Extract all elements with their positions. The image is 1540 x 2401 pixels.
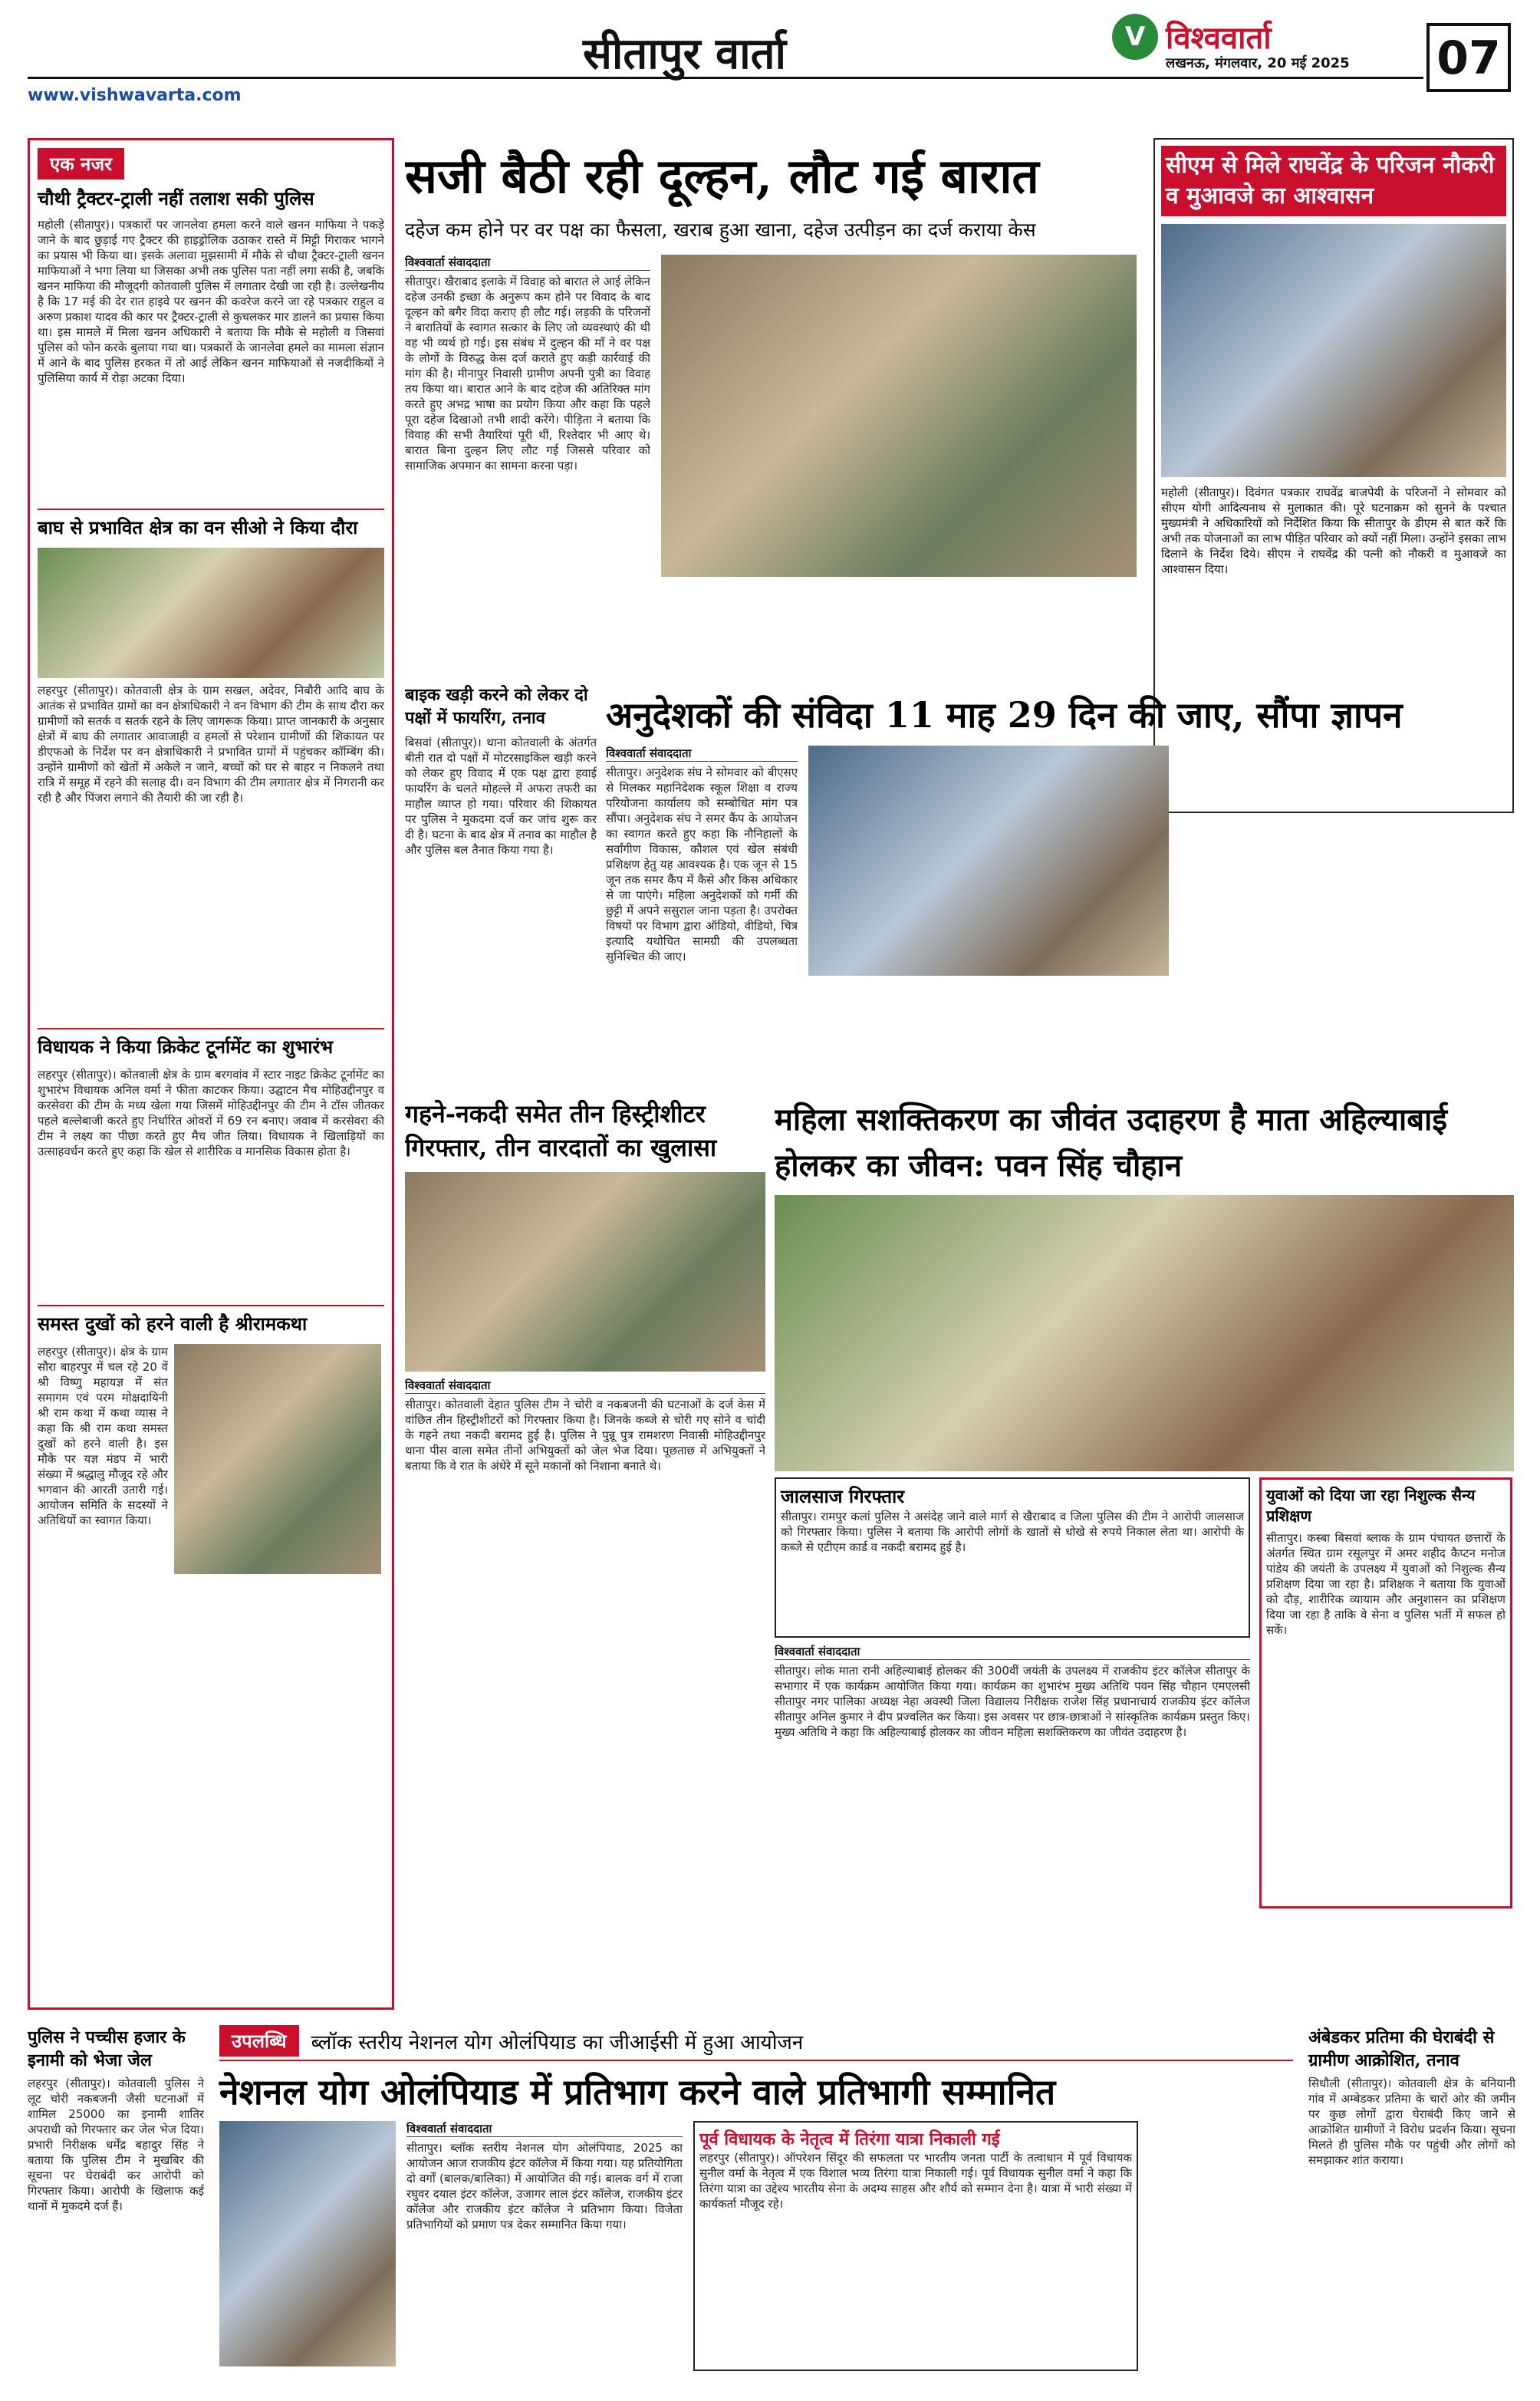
photo-memorandum — [808, 746, 1169, 976]
story-headline: समस्त दुखों को हरने वाली है श्रीरामकथा — [38, 1305, 384, 1336]
youth-training-box — [1259, 1477, 1512, 1909]
photo-forest-officer — [38, 548, 384, 678]
website-link[interactable]: www.vishwavarta.com — [28, 86, 242, 105]
ahilya-story — [775, 1097, 1514, 1987]
story-headline: अनुदेशकों की संविदा 11 माह 29 दिन की जाए, सौंपा ज्ञापन — [606, 694, 1403, 736]
byline: विश्ववार्ता संवाददाता — [405, 255, 650, 271]
firing-story — [405, 683, 597, 1082]
story-body: सीतापुर। कस्बा बिसवां ब्लाक के ग्राम पंचायत छत्तारों के अंतर्गत स्थित ग्राम रसूलपुर में अमर शहीद कैप्टन मनोज पांडेय की जयंती के उपलक्ष्य में युवाओं को निशुल्क सैन्य प्रशिक्षण दिया जा रहा है। प्रशिक्षक ने बताया कि युवाओं को दौड़, शारीरिक व्यायाम और अनुशासन का प्रशिक्षण दिया जा रहा है ताकि वे सेना व पुलिस भर्ती में सफल हो सकें। — [1266, 1531, 1505, 1637]
fraud-box — [775, 1477, 1250, 1638]
byline: विश्ववार्ता संवाददाता — [775, 1644, 1250, 1660]
yoga-headline: नेशनल योग ओलंपियाड में प्रतिभाग करने वाले प्रतिभागी सम्मानित — [219, 2071, 1056, 2113]
story-body: सीतापुर। लोक माता रानी अहिल्याबाई होलकर की 300वीं जयंती के उपलक्ष्य में राजकीय इंटर कॉलेज सीतापुर के सभागार में एक कार्यक्रम आयोजित किया गया। कार्यक्रम का शुभारंभ मुख्य अतिथि पवन सिंह चौहान एमएलसी सीतापुर नगर पालिका अध्यक्ष नेहा अवस्थी जिला विद्यालय निरीक्षक राजेश सिंह प्रधानाचार्य राजकीय इंटर कॉलेज सीतापुर अनिल कुमार ने दीप प्रज्वलित कर किया। इस अवसर पर छात्र-छात्राओं ने सांस्कृतिक कार्यक्रम प्रस्तुत किए। मुख्य अतिथि ने कहा कि अहिल्याबाई होलकर का जीवन महिला सशक्तिकरण का जीवंत उदाहरण है। — [775, 1664, 1250, 1739]
page-title: सीतापुर वार्ता — [583, 28, 787, 79]
story-body: सीतापुर। ब्लॉक स्तरीय नेशनल योग ओलंपियाड, 2025 का आयोजन आज राजकीय इंटर कॉलेज में किया गया। यह प्रतियोगिता दो वर्गों (बालक/बालिका) में आयोजित की गई। बालक वर्ग में राजा रघुवर दयाल इंटर कॉलेज, उजागर लाल इंटर कॉलेज, राजकीय इंटर कॉलेज और राजकीय इंटर कॉलेज ने प्रतिभाग किया। विजेता प्रतिभागियों को प्रमाण पत्र देकर सम्मानित किया गया। — [406, 2141, 683, 2231]
story-body: सिधौली (सीतापुर)। कोतवाली क्षेत्र के बनियानी गांव में अम्बेडकर प्रतिमा के चारों ओर की जमीन पर कुछ लोगों द्वारा घेराबंदी किए जाने से आक्रोशित ग्रामीणों ने विरोध प्रदर्शन किया। सूचना मिलते ही पुलिस मौके पर पहुंची और लोगों को समझाकर शांत कराया। — [1308, 2077, 1515, 2167]
photo-ramkatha — [174, 1344, 381, 1574]
banner-subhead: ब्लॉक स्तरीय नेशनल योग ओलंपियाड का जीआईसी में हुआ आयोजन — [311, 2030, 804, 2054]
historysheeter-story — [405, 1097, 765, 1987]
story-body: लहरपुर (सीतापुर)। कोतवाली क्षेत्र के ग्राम सखल, अदेवर, निबौरी आदि बाघ के आतंक से प्रभावित ग्रामों का वन क्षेत्राधिकारी ने वन विभाग की टीम के साथ दौरा कर ग्रामीणों को सतर्क व सतर्क रहने के लिए जागरूक किया। प्राप्त जानकारी के अनुसार क्षेत्रों में बाघ की लगातार आवाजाही व हमलों से परेशान ग्रामीणों की शिकायत पर डीएफओ के निर्देश पर वन क्षेत्राधिकारी ने प्रभावित ग्रामों में पहुंचकर कॉम्बिंग की। उन्होंने ग्रामीणों को खेतों में अकेले न जाने, बच्चों को घर से बाहर न निकलने तथा रात्रि में समूह में रहने की सलाह दी। वन विभाग की टीम लगातार क्षेत्र में निगरानी कर रही है और पिंजरा लगाने की तैयारी की जा रही है। — [38, 683, 384, 805]
story-body: महोली (सीतापुर)। पत्रकारों पर जानलेवा हमला करने वाले खनन माफिया ने पकड़े जाने के बाद छुड़ाई गए ट्रैक्टर की हाइड्रोलिक उठाकर रास्ते में मिट्टी गिराकर भागने का प्रयास भी किया था। इसके अलावा मुझसामी में मौके से चौथा ट्रैक्टर-ट्राली खनन माफियाओं ने भगा लिया था जिसका अभी तक पुलिस पता नहीं लगा सकी है, जबकि खनन माफिया की मौजूदगी कोतवाली पुलिस में लगातार देखी जा रही है। उल्लेखनीय है कि 17 मई की देर रात हाइवे पर खनन की कवरेज करने जा रहे पत्रकार राहुल व अरुण प्रकाश यादव की कार पर ट्रैक्टर-ट्राली से कुचलकर मार डालने का प्रयास किया था। इस मामले में मिला खनन अधिकारी ने बताया कि मौके से महोली व जिसवां पुलिस को फोन करके बुलाया गया था। पत्रकारों के जानलेवा हमले का मामला संज्ञान में आने के बाद पुलिस हरकत में तो आई लेकिन खनन माफियाओं से नजदीकियों ने पुलिसिया कार्य में रोड़ा अटका दिया। — [38, 218, 384, 385]
tiranga-box — [693, 2121, 1138, 2371]
lead-body: सीतापुर। खैराबाद इलाके में विवाह को बारात ले आई लेकिन दहेज उनकी इच्छा के अनुरूप कम होने पर विवाद के बाद दूल्हन को बगैर विदा कराए ही लौट गई। लड़की के परिजनों ने बारातियों के स्वागत सत्कार के लिए जो व्यवस्थाएं की थी वह भी व्यर्थ हो गई। इस संबंध में दुल्हन की माँ ने वर पक्ष के लोगों के विरुद्ध केस दर्ज कराते हुए कड़ी कार्रवाई की मांग की है। मीनापुर निवासी ग्रामीण अपनी पुत्री का विवाह तय किया था। बारात आने के बाद दहेज की अतिरिक्त मांग करते हुए अभद्र भाषा का प्रयोग किया और कहा कि पहले पूरा दहेज दिखाओ तभी शादी करेंगे। पीड़िता ने बताया कि विवाह की सभी तैयारियां पूरी थीं, रिश्तेदार भी आए थे। बारात बिना दुल्हन लिए लौट गई जिससे परिवार को सामाजिक अपमान का सामना करना पड़ा। — [405, 275, 650, 473]
story-headline: विधायक ने किया क्रिकेट टूर्नामेंट का शुभारंभ — [38, 1028, 384, 1059]
left-column — [28, 138, 394, 2010]
page-number: 07 — [1426, 23, 1511, 92]
photo-yoga — [219, 2121, 396, 2366]
lead-headline: सजी बैठी रही दूल्हन, लौट गई बारात — [405, 148, 1039, 204]
story-body: लहरपुर (सीतापुर)। कोतवाली क्षेत्र के ग्राम बरगवांव में स्टार नाइट क्रिकेट टूर्नामेंट का शुभारंभ विधायक अनिल वर्मा ने फीता काटकर किया। उद्घाटन मैच मोहिउद्दीनपुर व करसेवरा की टीम के मध्य खेला गया जिसमें मोहिउद्दीनपुर की टीम ने टॉस जीतकर पहले बल्लेबाजी करते हुए निर्धारित ओवरों में 69 रन बनाए। जवाब में करसेवरा की टीम ने लक्ष्य का पीछा करते हुए मैच जीत लिया। विधायक ने खिलाड़ियों का उत्साहवर्धन करते हुए कहा कि खेल से शारीरिक व मानसिक विकास होता है। — [38, 1068, 384, 1158]
brand-logo-icon: V — [1112, 14, 1158, 60]
byline: विश्ववार्ता संवाददाता — [406, 2121, 683, 2137]
story-headline: जालसाज गिरफ्तार — [781, 1485, 905, 1507]
story-headline: युवाओं को दिया जा रहा निशुल्क सैन्य प्रशिक्षण — [1266, 1486, 1476, 1525]
story-body: बिसवां (सीतापुर)। थाना कोतवाली के अंतर्गत बीती रात दो पक्षों में मोटरसाइकिल खड़ी करने को लेकर हुए विवाद में एक पक्ष द्वारा हवाई फायरिंग के चलते मोहल्ले में अफरा तफरी का माहौल व्याप्त हो गया। परिवार की शिकायत पर पुलिस ने मुकदमा दर्ज कर जांच शुरू कर दी है। घटना के बाद क्षेत्र में तनाव का माहौल है और पुलिस बल तैनात किया गया है। — [405, 736, 597, 857]
anudeshak-story — [606, 690, 1514, 1089]
achievement-tag: उपलब्धि — [219, 2025, 299, 2057]
story-headline: अंबेडकर प्रतिमा की घेराबंदी से ग्रामीण आक्रोशित, तनाव — [1308, 2027, 1495, 2070]
story-body: सीतापुर। कोतवाली देहात पुलिस टीम ने चोरी व नकबजनी की घटनाओं के दर्ज केस में वांछित तीन हिस्ट्रीशीटरों को गिरफ्तार किया है। जिनके कब्जे से चोरी गए सोने व चांदी के गहने तथा नकदी बरामद हुई है। पुलिस ने पुन्नू पुत्र रामशरण निवासी मोहिउद्दीनपुर थाना पीस वाला समेत तीनों अभियुक्तों को जेल भेज दिया। पूछताछ में अभियुक्तों ने बताया कि वे रात के अंधेरे में सूने मकानों को निशाना बनाते थे। — [405, 1398, 765, 1473]
section-tag: एक नजर — [38, 148, 124, 179]
story-body: लहरपुर (सीतापुर)। कोतवाली पुलिस ने लूट चोरी नकबजनी जैसी घटनाओं में शामिल 25000 का इनामी शातिर अपराधी को गिरफ्तार कर जेल भेज दिया। प्रभारी निरीक्षक धर्मेंद्र बहादुर सिंह ने बताया कि पुलिस टीम ने मुखबिर की सूचना पर घेराबंदी कर आरोपी को गिरफ्तार किया। आरोपी के खिलाफ कई थानों में मुकदमे दर्ज हैं। — [28, 2077, 204, 2213]
dateline: लखनऊ, मंगलवार, 20 मई 2025 — [1166, 55, 1350, 71]
story-headline: बाघ से प्रभावित क्षेत्र का वन सीओ ने किया दौरा — [38, 509, 384, 540]
story-body: सीतापुर। रामपुर कलां पुलिस ने असंदेह जाने वाले मार्ग से खैराबाद व जिला पुलिस की टीम ने आरोपी जालसाज को गिरफ्तार किया। पुलिस ने बताया कि आरोपी लोगों के खातों से धोखे से रुपये निकाल लेता था। आरोपी के कब्जे से एटीएम कार्ड व नकदी बरामद हुई है। — [781, 1510, 1244, 1554]
bottom-section — [28, 2025, 1515, 2386]
story-headline: महिला सशक्तिकरण का जीवंत उदाहरण है माता अहिल्याबाई होलकर का जीवन: पवन सिंह चौहान — [775, 1102, 1448, 1184]
byline: विश्ववार्ता संवाददाता — [606, 746, 798, 762]
photo-cm-meeting — [1161, 224, 1506, 477]
story-body: लहरपुर (सीतापुर)। ऑपरेशन सिंदूर की सफलता पर भारतीय जनता पार्टी के तत्वाधान में पूर्व विधायक सुनील वर्मा के नेतृत्व में एक विशाल भव्य तिरंगा यात्रा निकाली गई। पूर्व विधायक सुनील वर्मा ने कहा कि तिरंगा यात्रा का उद्देश्य भारतीय सेना के अदम्य साहस और शौर्य को सम्मान देना है। यात्रा में भारी संख्या में कार्यकर्ता मौजूद रहे। — [699, 2151, 1132, 2211]
photo-police — [405, 1172, 765, 1372]
cm-headline: सीएम से मिले राघवेंद्र के परिजन नौकरी व मुआवजे का आश्वासन — [1161, 146, 1506, 216]
lead-subhead: दहेज कम होने पर वर पक्ष का फैसला, खराब हुआ खाना, दहेज उत्पीड़न का दर्ज कराया केस — [405, 219, 1036, 241]
story-body: लहरपुर (सीतापुर)। क्षेत्र के ग्राम सौरा बाहरपुर में चल रहे 20 वें श्री विष्णु महायज्ञ में संत समागम एवं परम मोक्षदायिनी श्री राम कथा में कथा व्यास ने कहा कि श्री राम कथा समस्त दुखों को हरने वाली है। इस मौके पर यज्ञ मंडप में भारी संख्या में श्रद्धालु मौजूद रहे और भगवान की आरती उतारी गई। आयोजन समिति के सदस्यों ने अतिथियों का स्वागत किया। — [38, 1345, 168, 1527]
story-body: सीतापुर। अनुदेशक संघ ने सोमवार को बीएसए से मिलकर महानिदेशक स्कूल शिक्षा व राज्य परियोजना कार्यालय को सम्बोधित मांग पत्र सौंपा। अनुदेशक संघ ने समर कैंप के आयोजन का स्वागत करते हुए कहा कि नौनिहालों के सर्वांगीण विकास, कौशल एवं खेल संबंधी प्रशिक्षण हेतु यह आवश्यक है। एक जून से 15 जून तक समर कैंप में कैसे और किस अधिकार से जा पाएंगे। महिला अनुदेशकों को गर्मी की छुट्टी में अपने ससुराल जाना पड़ता है। उपरोक्त विषयों पर विभाग द्वारा ऑडियो, वीडियो, चित्र इत्यादि यथोचित सामग्री की उपलब्धता सुनिश्चित की जाए। — [606, 766, 798, 963]
story-headline: पूर्व विधायक के नेतृत्व में तिरंगा यात्रा निकाली गई — [699, 2129, 1000, 2149]
cm-caption: महोली (सीतापुर)। दिवंगत पत्रकार राघवेंद्र बाजपेयी के परिजनों ने सोमवार को सीएम योगी आदित्यनाथ से मुलाकात की। पूरे घटनाक्रम को सुनने के पश्चात मुख्यमंत्री ने अधिकारियों को निर्देशित किया कि सीतापुर के डीएम से बात करें कि अभी तक योजनाओं का लाभ पीड़ित परिवार को क्यों नहीं मिला। उन्होंने इसका लाभ दिलाने के निर्देश दिये। सीएम ने राघवेंद्र की पत्नी को नौकरी व मुआवजे का आश्वासन दिया। — [1161, 486, 1506, 576]
story-headline: बाइक खड़ी करने को लेकर दो पक्षों में फायरिंग, तनाव — [405, 685, 588, 728]
byline: विश्ववार्ता संवाददाता — [405, 1378, 765, 1394]
brand-name: विश्ववार्ता — [1166, 21, 1272, 56]
photo-bride — [661, 255, 1137, 577]
story-headline: पुलिस ने पच्चीस हजार के इनामी को भेजा जेल — [28, 2027, 186, 2070]
story-headline: चौथी ट्रैक्टर-ट्राली नहीं तलाश सकी पुलिस — [38, 187, 314, 209]
photo-ahilya-event — [775, 1195, 1514, 1471]
story-headline: गहने-नकदी समेत तीन हिस्ट्रीशीटर गिरफ्तार, तीन वारदातों का खुलासा — [405, 1099, 717, 1162]
